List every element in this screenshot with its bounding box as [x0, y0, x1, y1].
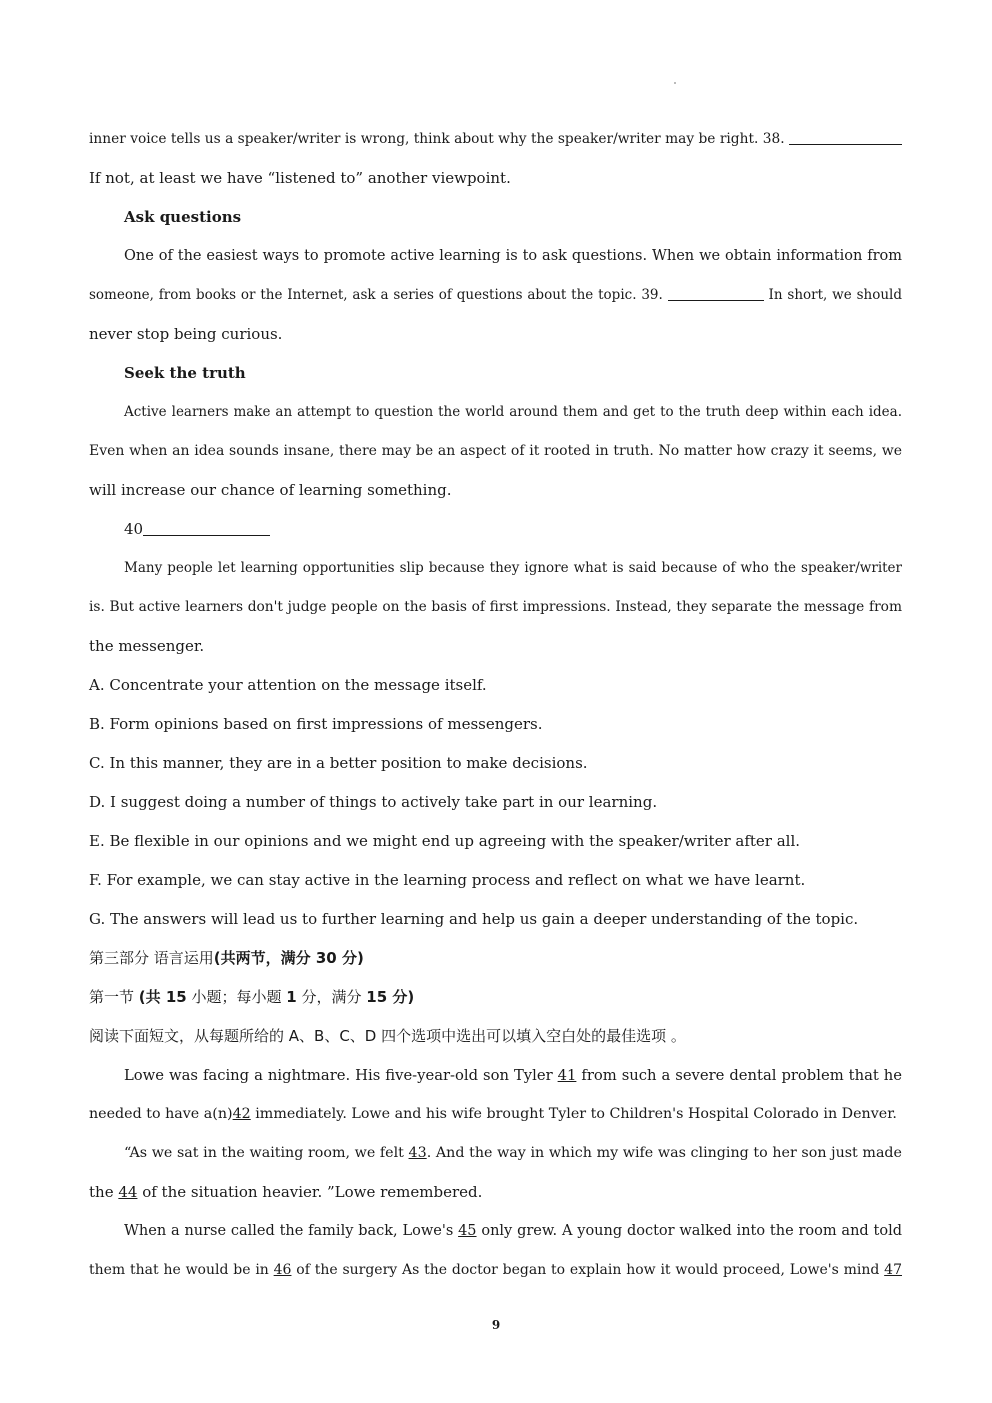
- passage-line: If not, at least we have “listened to” another viewpoint.: [89, 169, 511, 187]
- cloze-line: needed to have a(n)42 immediately. Lowe and his wife brought Tyler to Children's Hospital Colorado in Denver.: [89, 1106, 897, 1122]
- passage-line: someone, from books or the Internet, ask a series of questions about the topic. 39. In short, we should: [89, 287, 902, 303]
- passage-line: Even when an idea sounds insane, there may be an aspect of it rooted in truth. No matter how crazy it seems, we: [89, 443, 902, 459]
- passage-line: One of the easiest ways to promote active learning is to ask questions. When we obtain information from: [124, 248, 902, 264]
- option-e: E. Be flexible in our opinions and we might end up agreeing with the speaker/writer after all.: [89, 832, 801, 850]
- passage-line: never stop being curious.: [89, 325, 283, 343]
- option-c: C. In this manner, they are in a better position to make decisions.: [89, 754, 588, 772]
- passage-line: Many people let learning opportunities slip because they ignore what is said because of who the speaker/writer: [124, 560, 902, 576]
- part-three-title: 第三部分 语言运用(共两节，满分 30 分): [89, 949, 364, 967]
- page-content: [89, 120, 902, 1290]
- scan-dot: [674, 82, 676, 84]
- option-g: G. The answers will lead us to further learning and help us gain a deeper understanding of the topic.: [89, 910, 859, 928]
- passage-line: inner voice tells us a speaker/writer is wrong, think about why the speaker/writer may be right. 38.: [89, 120, 902, 159]
- answer-blank-40[interactable]: [143, 521, 270, 536]
- question-40-heading: 40: [89, 510, 902, 549]
- option-f: F. For example, we can stay active in the learning process and reflect on what we have learnt.: [89, 871, 806, 889]
- answer-blank-38[interactable]: [789, 130, 902, 145]
- heading-seek-truth: Seek the truth: [124, 364, 246, 382]
- passage-line: will increase our chance of learning something.: [89, 481, 452, 499]
- passage-line: Active learners make an attempt to question the world around them and get to the truth deep within each idea.: [124, 404, 902, 420]
- cloze-blank-44[interactable]: 44: [118, 1183, 138, 1201]
- cloze-blank-42[interactable]: 42: [232, 1106, 251, 1122]
- heading-ask-questions: Ask questions: [124, 208, 242, 226]
- cloze-line: Lowe was facing a nightmare. His five-year-old son Tyler 41 from such a severe dental problem that he: [124, 1067, 902, 1084]
- option-a: A. Concentrate your attention on the message itself.: [89, 676, 487, 694]
- answer-blank-39[interactable]: [668, 286, 764, 301]
- cloze-blank-47[interactable]: 47: [884, 1262, 902, 1278]
- section-one-title: 第一节 (共 15 小题；每小题 1 分，满分 15 分): [89, 988, 415, 1006]
- cloze-line: them that he would be in 46 of the surgery As the doctor began to explain how it would proceed, Lowe's mind 47: [89, 1262, 902, 1278]
- passage-line: the messenger.: [89, 637, 205, 655]
- passage-line: is. But active learners don't judge people on the basis of first impressions. Instead, they separate the message from: [89, 599, 902, 615]
- cloze-blank-41[interactable]: 41: [557, 1067, 577, 1084]
- cloze-line: When a nurse called the family back, Lowe's 45 only grew. A young doctor walked into the room and told: [124, 1223, 902, 1239]
- option-b: B. Form opinions based on first impressions of messengers.: [89, 715, 543, 733]
- option-d: D. I suggest doing a number of things to actively take part in our learning.: [89, 793, 658, 811]
- cloze-line: “As we sat in the waiting room, we felt 43. And the way in which my wife was clinging to her son just made: [124, 1145, 902, 1161]
- cloze-line: the 44 of the situation heavier. ”Lowe remembered.: [89, 1183, 483, 1201]
- cloze-blank-43[interactable]: 43: [408, 1145, 427, 1161]
- cloze-blank-45[interactable]: 45: [458, 1223, 477, 1239]
- page-number: 9: [491, 1318, 501, 1332]
- cloze-blank-46[interactable]: 46: [273, 1262, 292, 1278]
- section-instruction: 阅读下面短文，从每题所给的 A、B、C、D 四个选项中选出可以填入空白处的最佳选项 。: [89, 1027, 686, 1045]
